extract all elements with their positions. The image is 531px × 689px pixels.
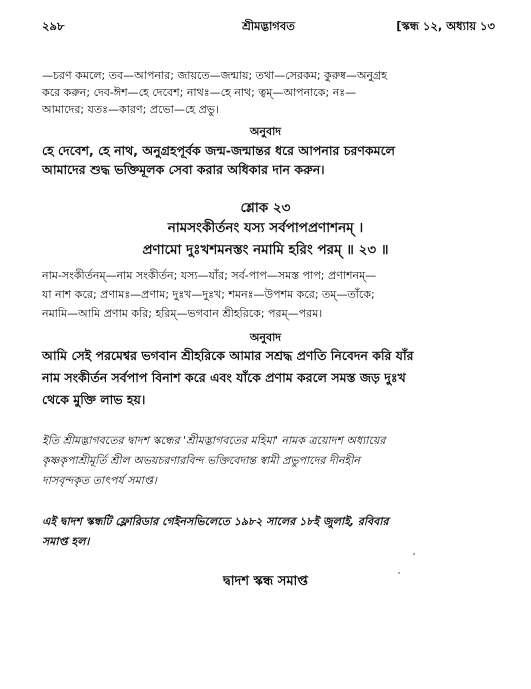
translation-line: আমাদের শুদ্ধ ভক্তিমূলক সেবা করার অধিকার দান করুন। — [42, 162, 325, 177]
page-number: ২৯৮ — [42, 19, 65, 33]
translation-line: আমি সেই পরমেশ্বর ভগবান শ্রীহরিকে আমার সশ্রদ্ধ প্রণতি নিবেদন করি যাঁর — [42, 348, 414, 363]
translation-heading: অনুবাদ — [249, 331, 282, 344]
paper-speck — [398, 572, 400, 574]
translation-heading: অনুবাদ — [249, 125, 282, 138]
colophon-line: দাসবৃন্দকৃত তাৎপর্য সমাপ্ত। — [42, 474, 157, 487]
colophon-line: কৃষ্ণকৃপাশ্রীমূর্তি শ্রীল অভয়চরণারবিন্দ ভক্তিবেদান্ত স্বামী প্রভুপাদের দীনহীন — [42, 454, 360, 467]
chapter-reference: [স্কন্ধ ১২, অধ্যায় ১৩ — [396, 19, 495, 33]
running-title: শ্রীমদ্ভাগবত — [242, 19, 295, 33]
canto-end-line: দ্বাদশ স্কন্ধ সমাপ্ত — [223, 574, 308, 589]
verse-heading: শ্লোক ২৩ — [240, 200, 291, 216]
translation-line: থেকে মুক্তি লাভ হয়। — [42, 392, 146, 407]
synonyms-line: আমাদের; যতঃ—কারণ; প্রভো—হে প্রভু। — [42, 103, 219, 116]
colophon-line: ইতি শ্রীমদ্ভাগবতের দ্বাদশ স্কন্ধের 'শ্রীমদ্ভাগবতের মহিমা' নামক ত্রয়োদশ অধ্যায়ের — [42, 434, 386, 447]
translation-line: হে দেবেশ, হে নাথ, অনুগ্রহপূর্বক জন্ম-জন্মান্তর ধরে আপনার চরণকমলে — [42, 143, 395, 158]
page-header — [42, 18, 495, 36]
completion-note-line: সমাপ্ত হল। — [42, 535, 90, 548]
translation-line: নাম সংকীর্তন সর্বপাপ বিনাশ করে এবং যাঁকে প্রণাম করলে সমস্ত জড় দুঃখ — [42, 370, 406, 385]
completion-note-line: এই দ্বাদশ স্কন্ধটি ফ্লোরিডার গেইনসভিলেতে ১৯৮২ সালের ১৮ই জুলাই, রবিবার — [42, 515, 389, 528]
paper-speck — [413, 553, 415, 555]
synonyms-line: নমামি—আমি প্রণাম করি; হরিম্—ভগবান শ্রীহরিকে; পরম্—পরম। — [42, 307, 323, 320]
synonyms-line: নাম-সংকীর্তনম্—নাম সংকীর্তন; যস্য—যাঁর; সর্ব-পাপ—সমস্ত পাপ; প্রণাশনম্— — [42, 269, 377, 282]
verse-line: নামসংকীর্তনং যস্য সর্বপাপপ্রণাশনম্ । — [167, 220, 364, 236]
synonyms-line: করে করুন; দেব-ঈশ—হে দেবেশ; নাথঃ—হে নাথ; ত্বম্—আপনাকে; নঃ— — [42, 86, 357, 99]
synonyms-line: —চরণ কমলে; তব—আপনার; জায়তে—জন্মায়; তথা—সেরকম; কুরুষ্ব—অনুগ্রহ — [42, 69, 388, 82]
verse-line: প্রণামো দুঃখশমনস্তং নমামি হরিং পরম্ ॥ ২৩ ॥ — [142, 242, 389, 258]
synonyms-line: যা নাশ করে; প্রণামঃ—প্রণাম; দুঃখ—দুঃখ; শমনঃ—উপশম করে; তম্—তাঁকে; — [42, 288, 375, 301]
